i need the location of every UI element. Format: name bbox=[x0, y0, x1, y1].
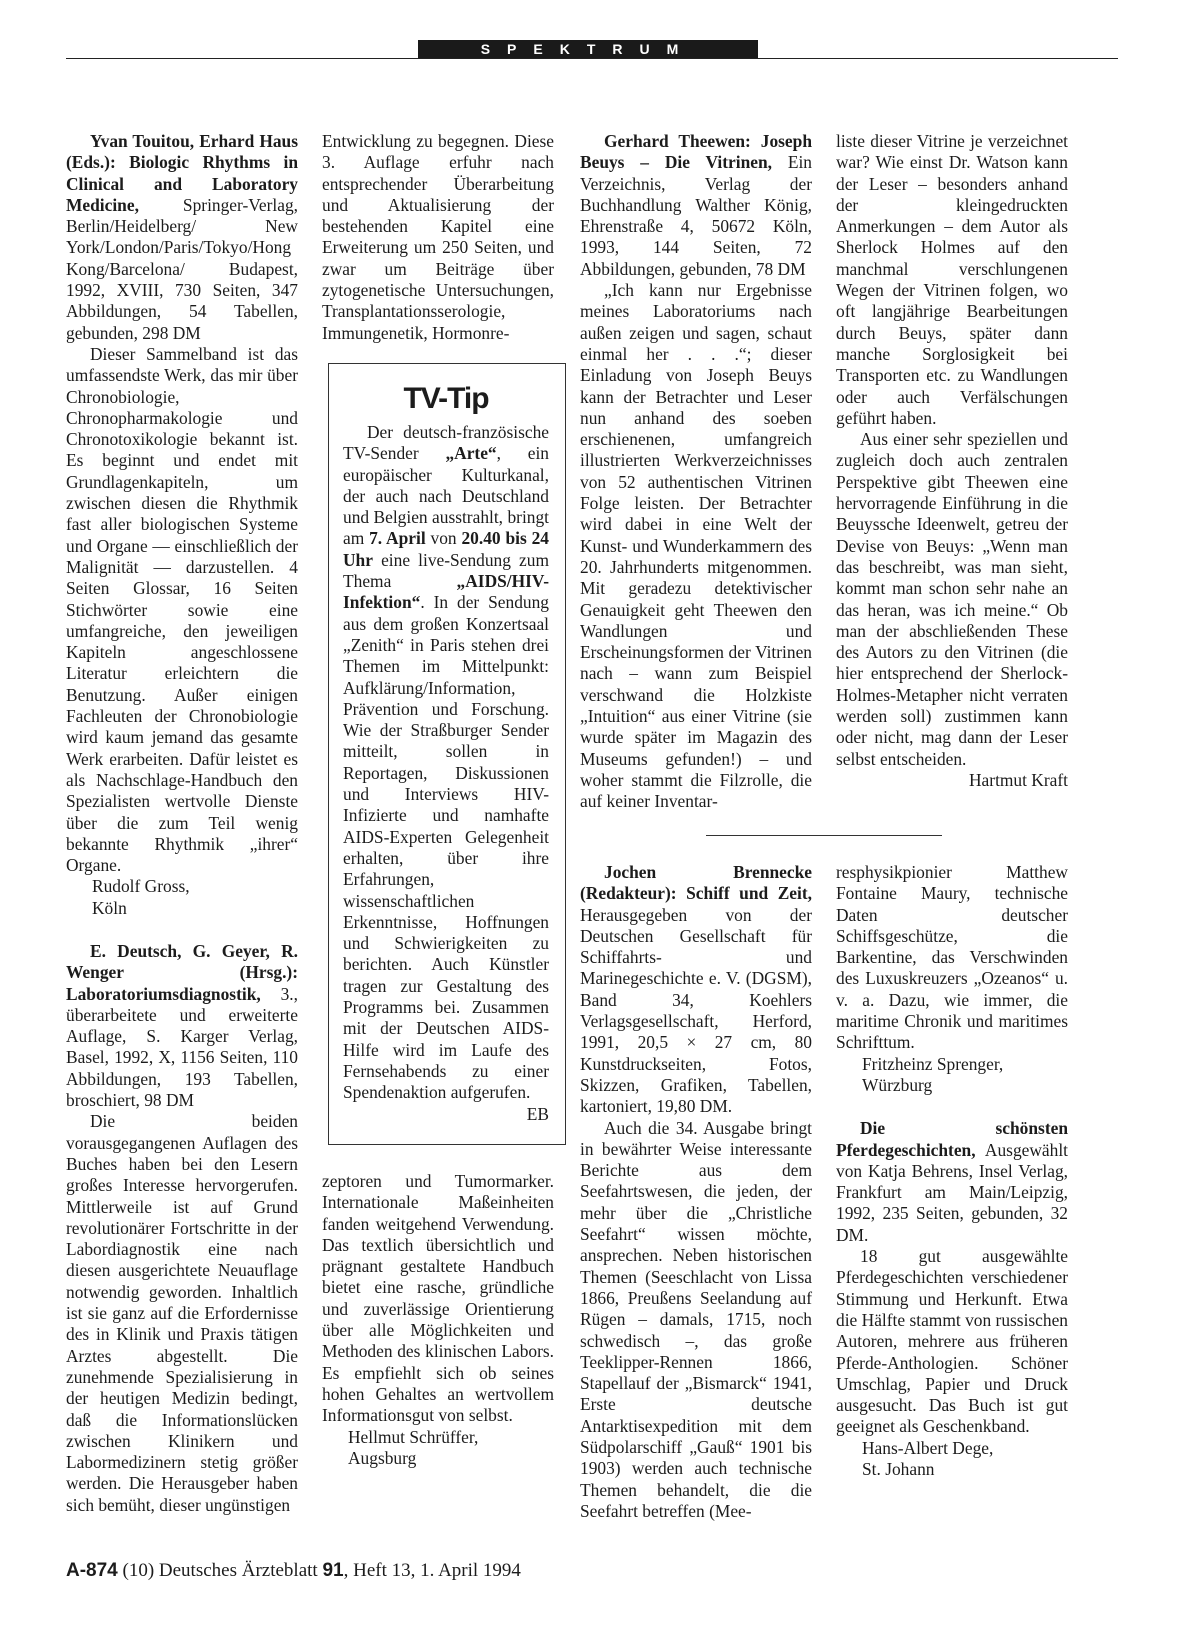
review2-heading: E. Deutsch, G. Geyer, R. Wenger (Hrsg.): Laboratoriumsdiagnostik, bbox=[66, 940, 298, 1004]
review2-body-part1: Die beiden vorausgegangenen Auflagen des Buches haben bei den Lesern großes Interesse hervorgerufen. Mittlerweile ist auf Grund revolutionärer Fortschritte in der Labordiagnostik eine nach diesen ausgerichtete Neuauflage notwendig geworden. Inhaltlich ist sie ganz auf die Erfordernisse des in Klinik und Praxis tätigen Arztes abgestellt. Die zunehmende Spezialisierung in der heutigen Medizin bedingt, daß die Informationslücken zwischen Klinikern und Labormedizinern stetig größer werden. Die Herausgeber haben sich bemüht, dieser ungünstigen bbox=[66, 1111, 298, 1515]
tv-tip-date: 7. April bbox=[369, 528, 426, 549]
review1-entry bbox=[66, 131, 298, 344]
tv-tip-text: Der deutsch-französische TV-Sender „Arte“, ein europäischer Kulturkanal, der auch nach Deutschland und Belgien ausstrahlt, bringt am 7. April von 20.40 bis 24 Uhr eine live-Sendung zum Thema „AIDS/HIV-Infektion“. In der Sendung aus dem großen Konzertsaal „Zenith“ in Paris stehen drei Themen im Mittelpunkt: Aufklärung/Information, Prävention und Forschung. Wie der Straßburger Sender mitteilt, sollen in Reportagen, Diskussionen und Interviews HIV-Infizierte und namhafte AIDS-Experten Gelegenheit erhalten, über ihre Erfahrungen, wissenschaftlichen Erkenntnisse, Hoffnungen und Schwierigkeiten zu berichten. Auch Künstler tragen zur Gestaltung des Programms bei. Zusammen mit der Deutschen AIDS-Hilfe wird im Laufe des Fernsehabends zu einer Spendenaktion aufgerufen. bbox=[343, 422, 549, 1103]
review3-heading: Gerhard Theewen: Joseph Beuys – Die Vitrinen, bbox=[580, 131, 812, 173]
review2-city: Augsburg bbox=[348, 1447, 417, 1468]
review4-body-part1: Auch die 34. Ausgabe bringt in bewährter Weise interessante Berichte aus dem Seefahrtswesen, die jeden, der mehr über die „Christliche Seefahrt“ wissen möchte, ansprechen. Neben historischen Themen (Seeschlacht von Lissa 1866, Preußens Seelandung auf Rügen – damals, 1715, noch schwedisch –, das große Teeklipper-Rennen 1866, Stapellauf der „Bismarck“ 1941, Erste deutsche Antarktisexpedition mit dem Südpolarschiff „Gauß“ 1901 bis 1903) werden auch technische Themen behandelt, die die Seefahrt betreffen (Mee- bbox=[580, 1117, 812, 1521]
review5-city: St. Johann bbox=[862, 1459, 935, 1480]
footer-journal: (10) Deutsches Ärzteblatt bbox=[122, 1560, 318, 1581]
review5-entry bbox=[836, 1118, 1068, 1246]
review2-body-part2: Entwicklung zu begegnen. Diese 3. Auflage erfuhr nach entsprechender Überarbeitung und Aktualisierung der bestehenden Kapitel eine Erweiterung um 250 Seiten, und zwar um Beiträge über zytogenetische Untersuchungen, Transplantationsserologie, Immungenetik, Hormonre- bbox=[322, 131, 554, 343]
article-separator bbox=[706, 835, 942, 836]
review1-city: Köln bbox=[92, 897, 127, 918]
review1-biblio: Springer-Verlag, Berlin/Heidelberg/ New York/London/Paris/Tokyo/Hong Kong/Barcelona/ Budapest, 1992, XVIII, 730 Seiten, 347 Abbildungen, 54 Tabellen, gebunden, 298 DM bbox=[66, 194, 298, 343]
column-4-bottom bbox=[836, 862, 1068, 1480]
review5-heading: Die schönsten Pferdegeschichten, bbox=[836, 1118, 1068, 1160]
review2-body-part3: zeptoren und Tumormarker. Internationale Maßeinheiten fanden weitgehend Verwendung. Das textlich übersichtlich und prägnant gestaltete Handbuch bietet eine rasche, gründliche und zuverlässige Orientierung über alle Möglichkeiten und Methoden des klinischen Labors. Es empfiehlt sich ob seines hohen Gehaltes an wertvollem Informationsgut von selbst. bbox=[322, 1171, 554, 1426]
review5-biblio: Ausgewählt von Katja Behrens, Insel Verlag, Frankfurt am Main/Leipzig, 1992, 235 Seiten, gebunden, 32 DM. bbox=[836, 1139, 1068, 1245]
tv-tip-time: 20.40 bis 24 Uhr bbox=[343, 528, 549, 570]
review3-author: Hartmut Kraft bbox=[969, 769, 1068, 790]
footer-volume: 91 bbox=[322, 1560, 344, 1581]
tv-tip-channel: „Arte“ bbox=[445, 443, 497, 464]
column-2-bottom bbox=[322, 1171, 554, 1469]
review2-author: Hellmut Schrüffer, bbox=[348, 1426, 479, 1447]
footer-issue: , Heft 13, 1. April 1994 bbox=[343, 1560, 521, 1581]
tv-tip-topic: „AIDS/HIV-Infektion“ bbox=[343, 571, 549, 613]
column-3-top bbox=[580, 131, 812, 813]
review5-body: 18 gut ausgewählte Pferdegeschichten verschiedener Stimmung und Herkunft. Etwa die Hälfte stammt von russischen Autoren, mehrere aus früheren Pferde-Anthologien. Schöner Umschlag, Papier und Druck ausgesucht. Das Buch ist gut geeignet als Geschenkband. bbox=[836, 1246, 1068, 1437]
column-4-top bbox=[836, 131, 1068, 791]
page-number: A-874 bbox=[66, 1560, 118, 1581]
review2-entry bbox=[66, 941, 298, 1111]
tv-tip-title: TV-Tip bbox=[403, 382, 489, 415]
tv-tip-box bbox=[328, 363, 566, 1145]
review1-author: Rudolf Gross, bbox=[92, 876, 190, 897]
tv-tip-signature: EB bbox=[526, 1103, 549, 1124]
review4-heading: Jochen Brennecke (Redakteur): Schiff und Zeit, bbox=[580, 862, 812, 904]
review4-author: Fritzheinz Sprenger, bbox=[862, 1053, 1004, 1074]
review4-city: Würzburg bbox=[862, 1074, 933, 1095]
review4-entry bbox=[580, 862, 812, 1118]
review1-body: Dieser Sammelband ist das umfassendste Werk, das mir über Chronobiologie, Chronopharmakologie und Chronotoxikologie bekannt ist. Es beginnt und endet mit Grundlagenkapiteln, um zwischen diesen die Rhythmik fast aller biologischen Systeme und Organe — einschließlich der Malignität — darzustellen. 4 Seiten Glossar, 16 Seiten Stichwörter sowie eine umfangreiche, den jeweiligen Kapiteln angeschlossene Literatur erleichtern die Benutzung. Außer einigen Fachleuten der Chronobiologie wird kaum jemand das gesamte Werk erarbeiten. Dafür leistet es als Nachschlage-Handbuch den Spezialisten wertvolle Dienste über die zum Teil wenig bekannte Rhythmik „ihrer“ Organe. bbox=[66, 343, 298, 876]
column-3-bottom bbox=[580, 862, 812, 1522]
review4-body-part2: resphysikpionier Matthew Fontaine Maury, technische Daten deutscher Schiffsgeschütze, die Barkentine, das Verschwinden des Luxuskreuzers „Ozeanos“ u. v. a. Dazu, wie immer, die maritime Chronik und maritimes Schrifttum. bbox=[836, 862, 1068, 1053]
review3-body-part3: Aus einer sehr speziellen und zugleich doch auch zentralen Perspektive gibt Theewen eine hervorragende Einführung in die Beuyssche Ideenwelt, getreu der Devise von Beuys: „Wenn man das beschreibt, was man sieht, kommt man schon sehr nahe an das heran, was ich meine.“ Ob man der abschließenden These des Autors zu den Vitrinen (die hier entsprechend der Sherlock-Holmes-Metapher nicht verraten werden soll) zustimmen kann oder nicht, mag dann der Leser selbst entscheiden. bbox=[836, 429, 1068, 769]
review3-entry bbox=[580, 131, 812, 280]
section-label: SPEKTRUM bbox=[418, 40, 758, 59]
review4-biblio: Herausgegeben von der Deutschen Gesellschaft für Schiffahrts- und Marinegeschichte e. V. (DGSM), Band 34, Koehlers Verlagsgesellschaft, Herford, 1991, 20,5 × 27 cm, 80 Kunstdruckseiten, Fotos, Skizzen, Grafiken, Tabellen, kartoniert, 19,80 DM. bbox=[580, 904, 812, 1117]
review3-biblio: Ein Verzeichnis, Verlag der Buchhandlung Walther König, Ehrenstraße 4, 50672 Köln, 1993, 144 Seiten, 72 Abbildungen, gebunden, 78 DM bbox=[580, 152, 812, 279]
column-1 bbox=[66, 131, 298, 1516]
review3-body-part1: „Ich kann nur Ergebnisse meines Laboratoriums nach außen zeigen und sagen, schaut einmal her . . .“; dieser Einladung von Joseph Beuys kann der Betrachter und Leser nun anhand des soeben erschienenen, umfangreich illustrierten Werkverzeichnisses von 52 authentischen Vitrinen Folge leisten. Der Betrachter wird dabei in eine Welt der Kunst- und Wunderkammern des 20. Jahrhunderts mitgenommen. Mit geradezu detektivischer Genauigkeit geht Theewen den Wandlungen und Erscheinungsformen der Vitrinen nach – wann zum Beispiel verschwand die Holzkiste „Intuition“ aus einer Vitrine (sie wurde später im Magazin des Museums gefunden!) – und woher stammt die Filzrolle, die auf keiner Inventar- bbox=[580, 280, 812, 812]
review5-author: Hans-Albert Dege, bbox=[862, 1437, 994, 1458]
header-rule bbox=[66, 58, 1118, 59]
page-footer bbox=[66, 1560, 521, 1582]
review1-heading: Yvan Touitou, Erhard Haus (Eds.): Biologic Rhythms in Clinical and Laboratory Medicine, bbox=[66, 131, 298, 215]
review3-body-part2: liste dieser Vitrine je verzeichnet war? Wie einst Dr. Watson kann der Leser – besonders anhand der kleingedruckten Anmerkungen – dem Autor als Sherlock Holmes auf den manchmal verschlungenen Wegen der Vitrinen folgen, wo oft langjährige Bearbeitungen durch Beuys, später dann manche Sorglosigkeit bei Transporten etc. zu Wandlungen oder auch Verfälschungen geführt haben. bbox=[836, 131, 1068, 428]
review2-biblio: 3., überarbeitete und erweiterte Auflage, S. Karger Verlag, Basel, 1992, X, 1156 Seiten, 110 Abbildungen, 193 Tabellen, broschiert, 98 DM bbox=[66, 983, 298, 1111]
column-2-top bbox=[322, 131, 554, 344]
